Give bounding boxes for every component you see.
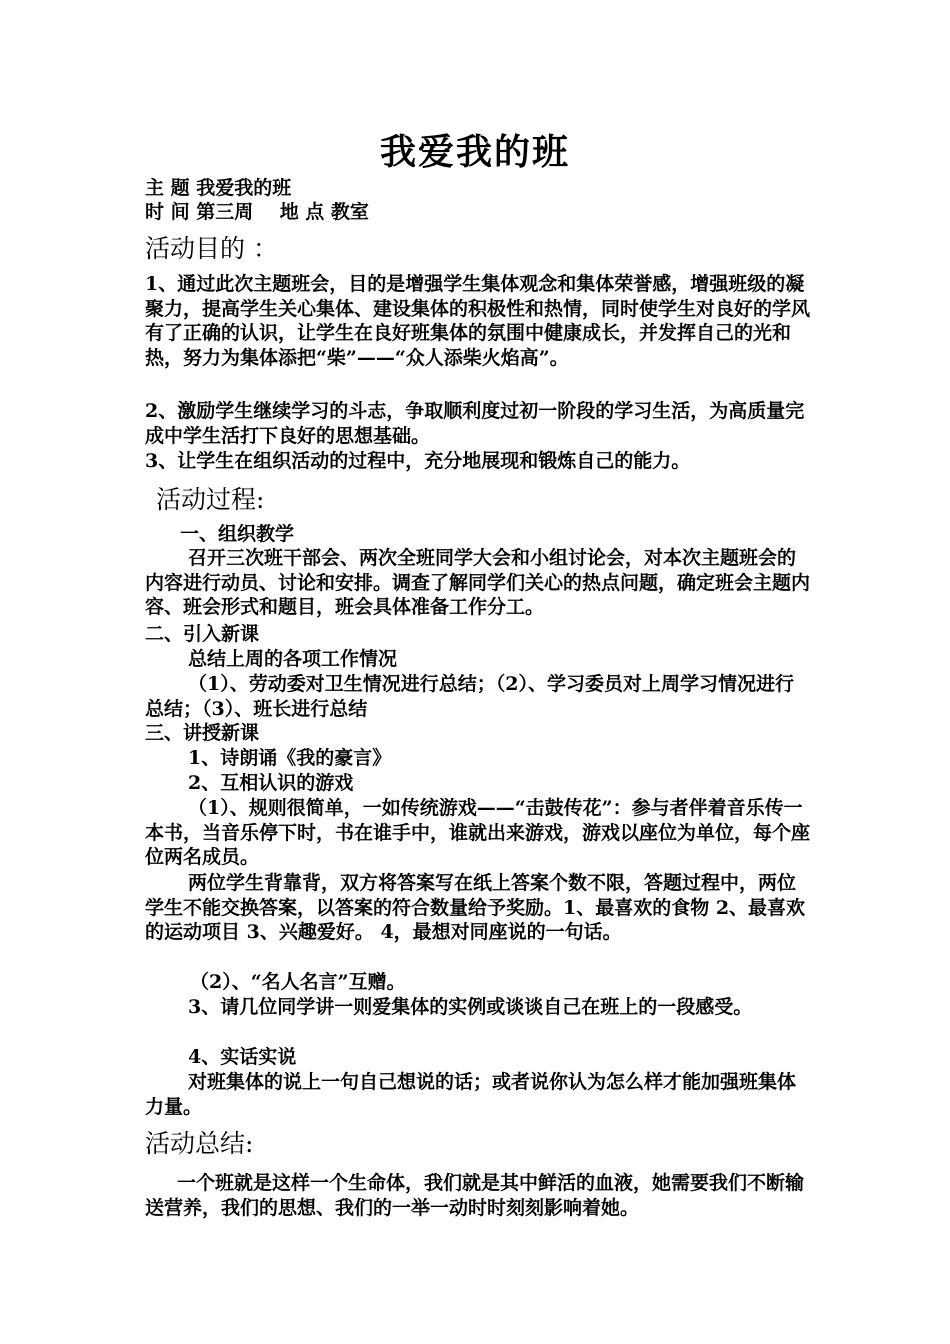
process-step-3-item-4: 4、实话实说: [188, 1046, 297, 1068]
process-step-3-item-1: 1、诗朗诵《我的豪言》: [188, 747, 392, 769]
goal-item-3: 3、让学生在组织活动的过程中，充分地展现和锻炼自己的能力。: [145, 450, 691, 472]
game-pair-text: 两位学生背靠背，双方将答案写在纸上答案个数不限，答题过程中，两位学生不能交换答案，以答案的符合数量给予奖励。1、最喜欢的食物 2、最喜欢的运动项目 3、兴趣爱好。 4，最想对同座说的一句话。: [145, 872, 806, 943]
summary-heading: 活动总结:: [145, 1129, 254, 1158]
process-step-1-heading: 一、组织教学: [180, 523, 295, 545]
topic-line: 主 题 我爱我的班: [145, 177, 292, 199]
document-title: 我爱我的班: [379, 131, 570, 173]
goal-item-2: 2、激励学生继续学习的斗志，争取顺利度过初一阶段的学习生活，为高质量完成中学生活打下良好的思想基础。: [145, 400, 805, 447]
process-step-2-line-2: （1）、劳动委对卫生情况进行总结；（2）、学习委员对上周学习情况进行总结；（3）、班长进行总结: [145, 673, 794, 720]
game-rule-text: （1）、规则很简单，一如传统游戏——“击鼓传花”：参与者伴着音乐传一本书，当音乐停下时，书在谁手中，谁就出来游戏，游戏以座位为单位，每个座位两名成员。: [145, 797, 811, 868]
process-step-1-text: 召开三次班干部会、两次全班同学大会和小组讨论会，对本次主题班会的内容进行动员、讨论和安排。调查了解同学们关心的热点问题，确定班会主题内容、班会形式和题目，班会具体准备工作分工。: [145, 547, 811, 618]
time-place-line: 时 间 第三周 地 点 教室: [145, 201, 369, 223]
process-step-2-heading: 二、引入新课: [145, 623, 260, 645]
process-heading: 活动过程:: [156, 485, 265, 514]
process-step-3-item-4-text: 对班集体的说上一句自己想说的话；或者说你认为怎么样才能加强班集体力量。: [145, 1071, 797, 1118]
process-step-2-line-1: 总结上周的各项工作情况: [188, 648, 398, 670]
process-step-3-heading: 三、讲授新课: [145, 722, 260, 744]
quote-exchange-line: （2）、“名人名言”互赠。: [190, 971, 406, 993]
summary-text: 一个班就是这样一个生命体，我们就是其中鲜活的血液，她需要我们不断输送营养，我们的思想、我们的一举一动时时刻刻影响着她。: [145, 1172, 805, 1219]
process-step-3-item-3: 3、请几位同学讲一则爱集体的实例或谈谈自己在班上的一段感受。: [188, 996, 753, 1018]
goal-item-1: 1、通过此次主题班会，目的是增强学生集体观念和集体荣誉感，增强班级的凝聚力，提高学生关心集体、建设集体的积极性和热情，同时使学生对良好的学风有了正确的认识，让学生在良好班集体的氛围中健康成长，并发挥自己的光和热，努力为集体添把“柴”——“众人添柴火焰高”。: [145, 273, 811, 369]
goal-heading: 活动目的 ：: [145, 234, 278, 263]
process-step-3-item-2: 2、互相认识的游戏: [188, 772, 354, 794]
